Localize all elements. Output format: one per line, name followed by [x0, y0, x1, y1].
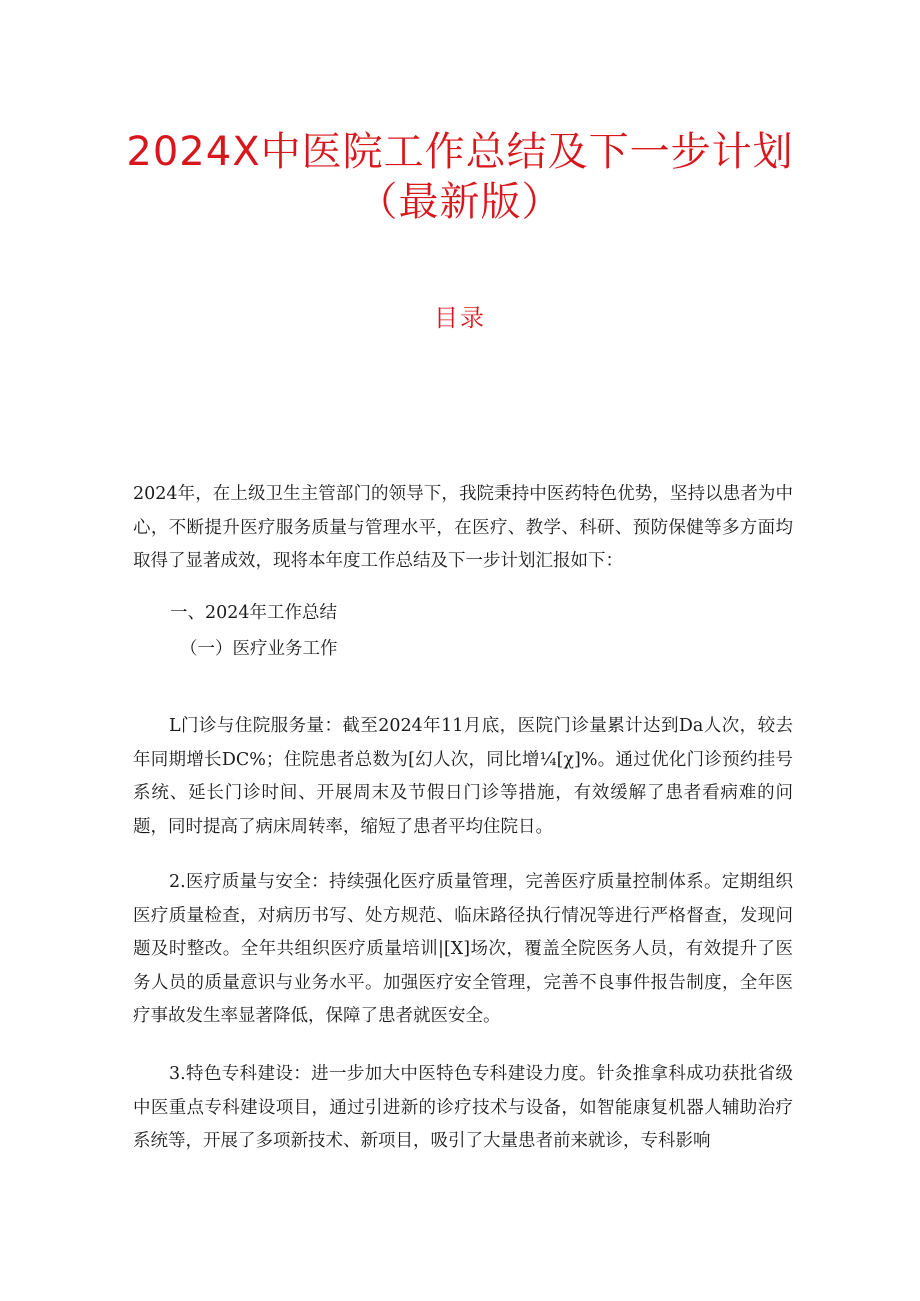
paragraph-item-3: 3.特色专科建设：进一步加大中医特色专科建设力度。针灸推拿科成功获批省级中医重点专科建设项目，通过引进新的诊疗技术与设备，如智能康复机器人辅助治疗系统等，开展了多项新技术、新项目，吸引了大量患者前来就诊，专科影响	[133, 1064, 793, 1152]
paragraph-item-1: L门诊与住院服务量：截至2024年11月底，医院门诊量累计达到Da人次，较去年同期增长DC%；住院患者总数为[幻人次，同比增¼[χ]%。通过优化门诊预约挂号系统、延长门诊时间、开展周末及节假日门诊等措施，有效缓解了患者看病难的问题，同时提高了病床周转率，缩短了患者平均住院日。	[133, 716, 793, 837]
section-heading: 一、2024年工作总结	[170, 603, 338, 623]
subsection-heading: （一）医疗业务工作	[180, 639, 338, 659]
intro-paragraph: 2024年，在上级卫生主管部门的领导下，我院秉持中医药特色优势，坚持以患者为中心，不断提升医疗服务质量与管理水平，在医疗、教学、科研、预防保健等多方面均取得了显著成效，现将本年度工作总结及下一步计划汇报如下：	[133, 484, 793, 572]
document-title: 2024X中医院工作总结及下一步计划	[126, 129, 794, 175]
paragraph-item-2: 2.医疗质量与安全：持续强化医疗质量管理，完善医疗质量控制体系。定期组织医疗质量检查，对病历书写、处方规范、临床路径执行情况等进行严格督查，发现问题及时整改。全年共组织医疗质量培训|[X]场次，覆盖全院医务人员，有效提升了医务人员的质量意识与业务水平。加强医疗安全管理，完善不良事件报告制度，全年医疗事故发生率显著降低，保障了患者就医安全。	[133, 872, 793, 1027]
document-subtitle: （最新版）	[357, 179, 563, 225]
toc-heading: 目录	[434, 304, 486, 332]
